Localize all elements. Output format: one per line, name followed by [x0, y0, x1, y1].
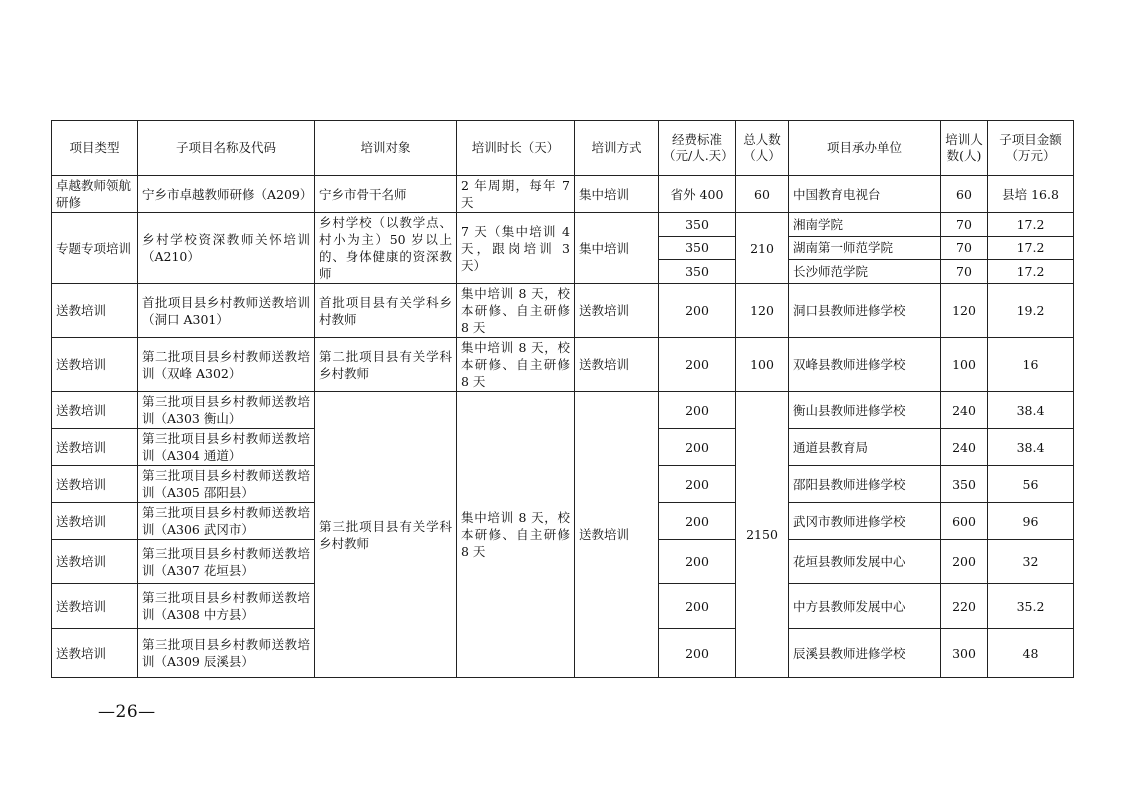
cell-amount: 19.2	[988, 284, 1074, 338]
header-total: 总人数（人）	[736, 121, 789, 176]
cell-count: 350	[941, 466, 988, 503]
cell-count: 70	[941, 213, 988, 237]
cell-target: 首批项目县有关学科乡村教师	[315, 284, 457, 338]
cell-type: 送教培训	[52, 284, 138, 338]
cell-unit: 衡山县教师进修学校	[789, 392, 941, 429]
cell-count: 220	[941, 584, 988, 629]
cell-type: 送教培训	[52, 429, 138, 466]
cell-amount: 48	[988, 629, 1074, 678]
cell-name: 第三批项目县乡村教师送教培训（A304 通道）	[138, 429, 315, 466]
cell-standard: 200	[659, 540, 736, 584]
table-row	[52, 284, 1074, 338]
cell-method: 送教培训	[575, 392, 659, 678]
cell-standard: 省外 400	[659, 176, 736, 213]
cell-unit: 长沙师范学院	[789, 260, 941, 284]
cell-name: 首批项目县乡村教师送教培训（洞口 A301）	[138, 284, 315, 338]
cell-duration: 集中培训 8 天，校本研修、自主研修 8 天	[457, 338, 575, 392]
cell-type: 送教培训	[52, 584, 138, 629]
cell-type: 送教培训	[52, 629, 138, 678]
cell-method: 送教培训	[575, 284, 659, 338]
cell-amount: 县培 16.8	[988, 176, 1074, 213]
cell-standard: 200	[659, 466, 736, 503]
header-amount: 子项目金额（万元）	[988, 121, 1074, 176]
cell-type: 送教培训	[52, 466, 138, 503]
cell-unit: 武冈市教师进修学校	[789, 503, 941, 540]
cell-total: 60	[736, 176, 789, 213]
cell-type: 送教培训	[52, 540, 138, 584]
cell-type: 送教培训	[52, 392, 138, 429]
header-row	[52, 121, 1074, 176]
cell-standard: 200	[659, 503, 736, 540]
cell-count: 70	[941, 260, 988, 284]
table-row	[52, 213, 1074, 237]
header-count: 培训人数(人)	[941, 121, 988, 176]
table-row	[52, 338, 1074, 392]
header-target: 培训对象	[315, 121, 457, 176]
cell-unit: 洞口县教师进修学校	[789, 284, 941, 338]
header-method: 培训方式	[575, 121, 659, 176]
cell-target: 第二批项目县有关学科乡村教师	[315, 338, 457, 392]
cell-amount: 96	[988, 503, 1074, 540]
cell-duration: 7 天（集中培训 4 天，跟岗培训 3 天）	[457, 213, 575, 284]
cell-total: 100	[736, 338, 789, 392]
cell-total: 210	[736, 213, 789, 284]
cell-count: 100	[941, 338, 988, 392]
page-number: —26—	[98, 702, 156, 722]
cell-amount: 38.4	[988, 392, 1074, 429]
cell-count: 240	[941, 429, 988, 466]
cell-amount: 38.4	[988, 429, 1074, 466]
cell-standard: 350	[659, 260, 736, 284]
cell-name: 第二批项目县乡村教师送教培训（双峰 A302）	[138, 338, 315, 392]
cell-standard: 350	[659, 236, 736, 260]
cell-amount: 16	[988, 338, 1074, 392]
cell-standard: 200	[659, 584, 736, 629]
cell-name: 第三批项目县乡村教师送教培训（A307 花垣县）	[138, 540, 315, 584]
cell-unit: 双峰县教师进修学校	[789, 338, 941, 392]
cell-target: 宁乡市骨干名师	[315, 176, 457, 213]
cell-standard: 200	[659, 338, 736, 392]
cell-method: 集中培训	[575, 213, 659, 284]
cell-type: 专题专项培训	[52, 213, 138, 284]
cell-type: 送教培训	[52, 338, 138, 392]
cell-duration: 2 年周期，每年 7 天	[457, 176, 575, 213]
cell-unit: 辰溪县教师进修学校	[789, 629, 941, 678]
cell-target: 乡村学校（以教学点、村小为主）50 岁以上的、身体健康的资深教师	[315, 213, 457, 284]
cell-unit: 中国教育电视台	[789, 176, 941, 213]
cell-name: 第三批项目县乡村教师送教培训（A306 武冈市）	[138, 503, 315, 540]
cell-unit: 花垣县教师发展中心	[789, 540, 941, 584]
cell-name: 第三批项目县乡村教师送教培训（A303 衡山）	[138, 392, 315, 429]
cell-count: 240	[941, 392, 988, 429]
header-duration: 培训时长（天）	[457, 121, 575, 176]
header-standard: 经费标准（元/人.天）	[659, 121, 736, 176]
header-type: 项目类型	[52, 121, 138, 176]
table-row	[52, 392, 1074, 429]
cell-name: 第三批项目县乡村教师送教培训（A308 中方县）	[138, 584, 315, 629]
cell-target: 第三批项目县有关学科乡村教师	[315, 392, 457, 678]
cell-unit: 邵阳县教师进修学校	[789, 466, 941, 503]
cell-unit: 湘南学院	[789, 213, 941, 237]
cell-name: 第三批项目县乡村教师送教培训（A309 辰溪县）	[138, 629, 315, 678]
cell-total: 2150	[736, 392, 789, 678]
cell-count: 300	[941, 629, 988, 678]
cell-standard: 200	[659, 284, 736, 338]
cell-standard: 200	[659, 629, 736, 678]
cell-count: 60	[941, 176, 988, 213]
cell-amount: 17.2	[988, 260, 1074, 284]
cell-amount: 17.2	[988, 213, 1074, 237]
cell-unit: 湖南第一师范学院	[789, 236, 941, 260]
cell-count: 120	[941, 284, 988, 338]
cell-count: 200	[941, 540, 988, 584]
cell-amount: 35.2	[988, 584, 1074, 629]
cell-method: 集中培训	[575, 176, 659, 213]
cell-method: 送教培训	[575, 338, 659, 392]
cell-duration: 集中培训 8 天，校本研修、自主研修 8 天	[457, 392, 575, 678]
cell-standard: 200	[659, 429, 736, 466]
header-name: 子项目名称及代码	[138, 121, 315, 176]
cell-type: 卓越教师领航研修	[52, 176, 138, 213]
cell-unit: 中方县教师发展中心	[789, 584, 941, 629]
cell-type: 送教培训	[52, 503, 138, 540]
table-row	[52, 176, 1074, 213]
cell-amount: 32	[988, 540, 1074, 584]
header-unit: 项目承办单位	[789, 121, 941, 176]
cell-name: 乡村学校资深教师关怀培训（A210）	[138, 213, 315, 284]
cell-amount: 17.2	[988, 236, 1074, 260]
cell-name: 第三批项目县乡村教师送教培训（A305 邵阳县）	[138, 466, 315, 503]
cell-count: 70	[941, 236, 988, 260]
cell-total: 120	[736, 284, 789, 338]
cell-standard: 350	[659, 213, 736, 237]
cell-unit: 通道县教育局	[789, 429, 941, 466]
cell-amount: 56	[988, 466, 1074, 503]
cell-duration: 集中培训 8 天，校本研修、自主研修 8 天	[457, 284, 575, 338]
cell-name: 宁乡市卓越教师研修（A209）	[138, 176, 315, 213]
project-table	[51, 120, 1074, 678]
cell-count: 600	[941, 503, 988, 540]
cell-standard: 200	[659, 392, 736, 429]
